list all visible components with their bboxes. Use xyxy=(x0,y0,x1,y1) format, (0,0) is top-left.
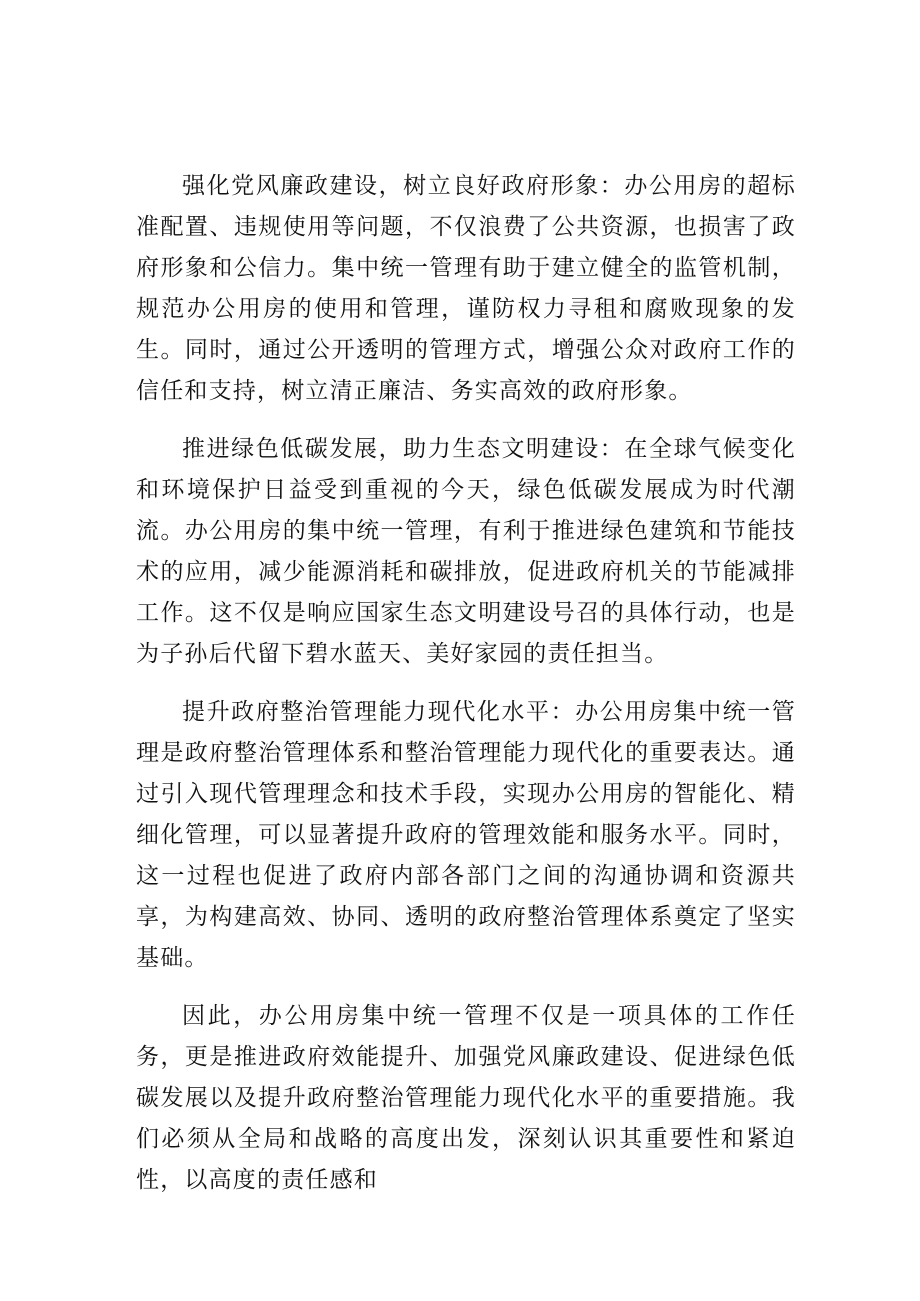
paragraph-green-development: 推进绿色低碳发展，助力生态文明建设：在全球气候变化和环境保护日益受到重视的今天，绿色低碳发展成为时代潮流。办公用房的集中统一管理，有利于推进绿色建筑和节能技术的应用，减少能源消耗和碳排放，促进政府机关的节能减排工作。这不仅是响应国家生态文明建设号召的具体行动，也是为子孙后代留下碧水蓝天、美好家园的责任担当。 xyxy=(136,436,796,667)
paragraph-party-integrity: 强化党风廉政建设，树立良好政府形象：办公用房的超标准配置、违规使用等问题，不仅浪费了公共资源，也损害了政府形象和公信力。集中统一管理有助于建立健全的监管机制，规范办公用房的使用和管理，谨防权力寻租和腐败现象的发生。同时，通过公开透明的管理方式，增强公众对政府工作的信任和支持，树立清正廉洁、务实高效的政府形象。 xyxy=(136,173,796,404)
paragraph-governance-modernization: 提升政府整治管理能力现代化水平：办公用房集中统一管理是政府整治管理体系和整治管理能力现代化的重要表达。通过引入现代管理理念和技术手段，实现办公用房的智能化、精细化管理，可以显著提升政府的管理效能和服务水平。同时，这一过程也促进了政府内部各部门之间的沟通协调和资源共享，为构建高效、协同、透明的政府整治管理体系奠定了坚实基础。 xyxy=(136,699,796,971)
paragraph-conclusion: 因此，办公用房集中统一管理不仅是一项具体的工作任务，更是推进政府效能提升、加强党风廉政建设、促进绿色低碳发展以及提升政府整治管理能力现代化水平的重要措施。我们必须从全局和战略的高度出发，深刻认识其重要性和紧迫性，以高度的责任感和 xyxy=(136,1003,796,1193)
document-body xyxy=(136,166,796,1218)
